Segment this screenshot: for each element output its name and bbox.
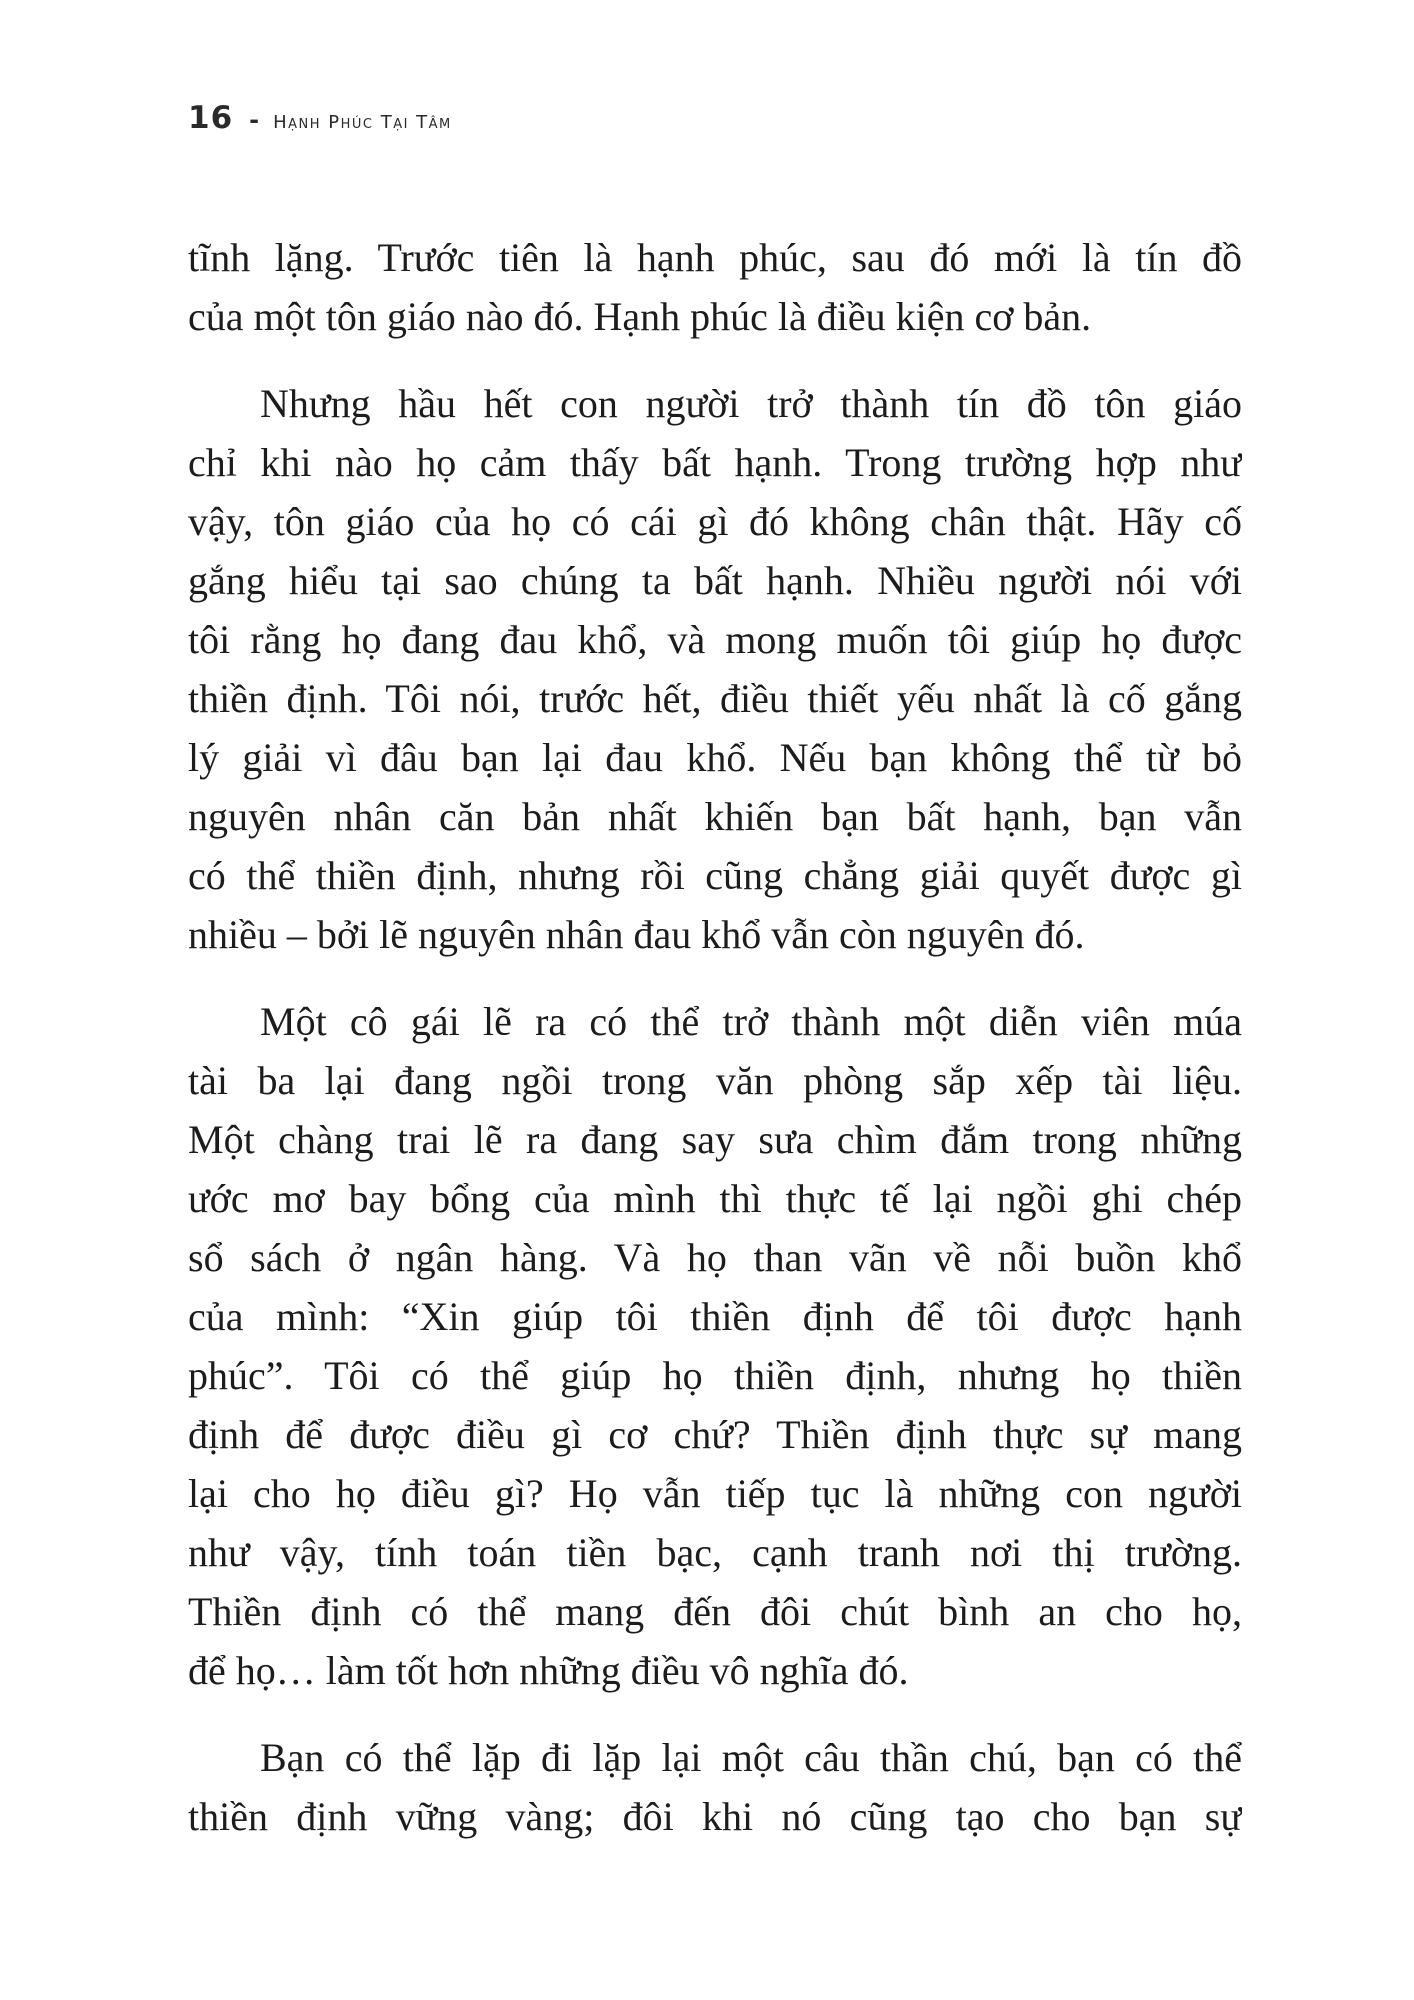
text-line: lý giải vì đâu bạn lại đau khổ. Nếu bạn không thể từ bỏ	[188, 735, 1242, 780]
text-line: tĩnh lặng. Trước tiên là hạnh phúc, sau đó mới là tín đồ	[188, 235, 1242, 280]
paragraph-1	[188, 228, 1242, 346]
text-line: có thể thiền định, nhưng rồi cũng chẳng giải quyết được gì	[188, 853, 1242, 898]
text-line: lại cho họ điều gì? Họ vẫn tiếp tục là những con người	[188, 1471, 1242, 1516]
text-line: của một tôn giáo nào đó. Hạnh phúc là điều kiện cơ bản.	[188, 294, 1092, 339]
text-line: tôi rằng họ đang đau khổ, và mong muốn tôi giúp họ được	[188, 617, 1242, 662]
text-line: định để được điều gì cơ chứ? Thiền định thực sự mang	[188, 1412, 1242, 1457]
text-line: thiền định vững vàng; đôi khi nó cũng tạo cho bạn sự	[188, 1794, 1242, 1839]
text-line: chỉ khi nào họ cảm thấy bất hạnh. Trong trường hợp như	[188, 440, 1242, 485]
text-line: phúc”. Tôi có thể giúp họ thiền định, nhưng họ thiền	[188, 1353, 1242, 1398]
text-line: Bạn có thể lặp đi lặp lại một câu thần chú, bạn có thể	[260, 1735, 1242, 1780]
text-line: gắng hiểu tại sao chúng ta bất hạnh. Nhiều người nói với	[188, 558, 1242, 603]
text-line: của mình: “Xin giúp tôi thiền định để tôi được hạnh	[188, 1294, 1242, 1339]
text-line: nhiều – bởi lẽ nguyên nhân đau khổ vẫn còn nguyên đó.	[188, 912, 1085, 957]
text-line: thiền định. Tôi nói, trước hết, điều thiết yếu nhất là cố gắng	[188, 676, 1242, 721]
paragraph-2	[188, 374, 1242, 964]
text-line: ước mơ bay bổng của mình thì thực tế lại ngồi ghi chép	[188, 1176, 1242, 1221]
text-line: vậy, tôn giáo của họ có cái gì đó không chân thật. Hãy cố	[188, 499, 1242, 544]
text-line: Một chàng trai lẽ ra đang say sưa chìm đắm trong những	[188, 1117, 1242, 1162]
page-number: 16	[188, 100, 234, 136]
text-line: để họ… làm tốt hơn những điều vô nghĩa đó.	[188, 1648, 909, 1693]
text-line: Thiền định có thể mang đến đôi chút bình an cho họ,	[188, 1589, 1242, 1634]
book-title: Hạnh Phúc Tại Tâm	[273, 112, 452, 133]
text-line: sổ sách ở ngân hàng. Và họ than vãn về nỗi buồn khổ	[188, 1235, 1242, 1280]
text-line: như vậy, tính toán tiền bạc, cạnh tranh nơi thị trường.	[188, 1530, 1242, 1575]
text-line: nguyên nhân căn bản nhất khiến bạn bất hạnh, bạn vẫn	[188, 794, 1242, 839]
text-line: tài ba lại đang ngồi trong văn phòng sắp xếp tài liệu.	[188, 1058, 1242, 1103]
header-separator: -	[249, 106, 260, 134]
paragraph-3	[188, 992, 1242, 1700]
body-text	[188, 228, 1242, 1846]
running-header	[188, 100, 452, 140]
paragraph-4	[188, 1728, 1242, 1846]
text-line: Một cô gái lẽ ra có thể trở thành một diễn viên múa	[260, 999, 1242, 1044]
text-line: Nhưng hầu hết con người trở thành tín đồ tôn giáo	[260, 381, 1242, 426]
